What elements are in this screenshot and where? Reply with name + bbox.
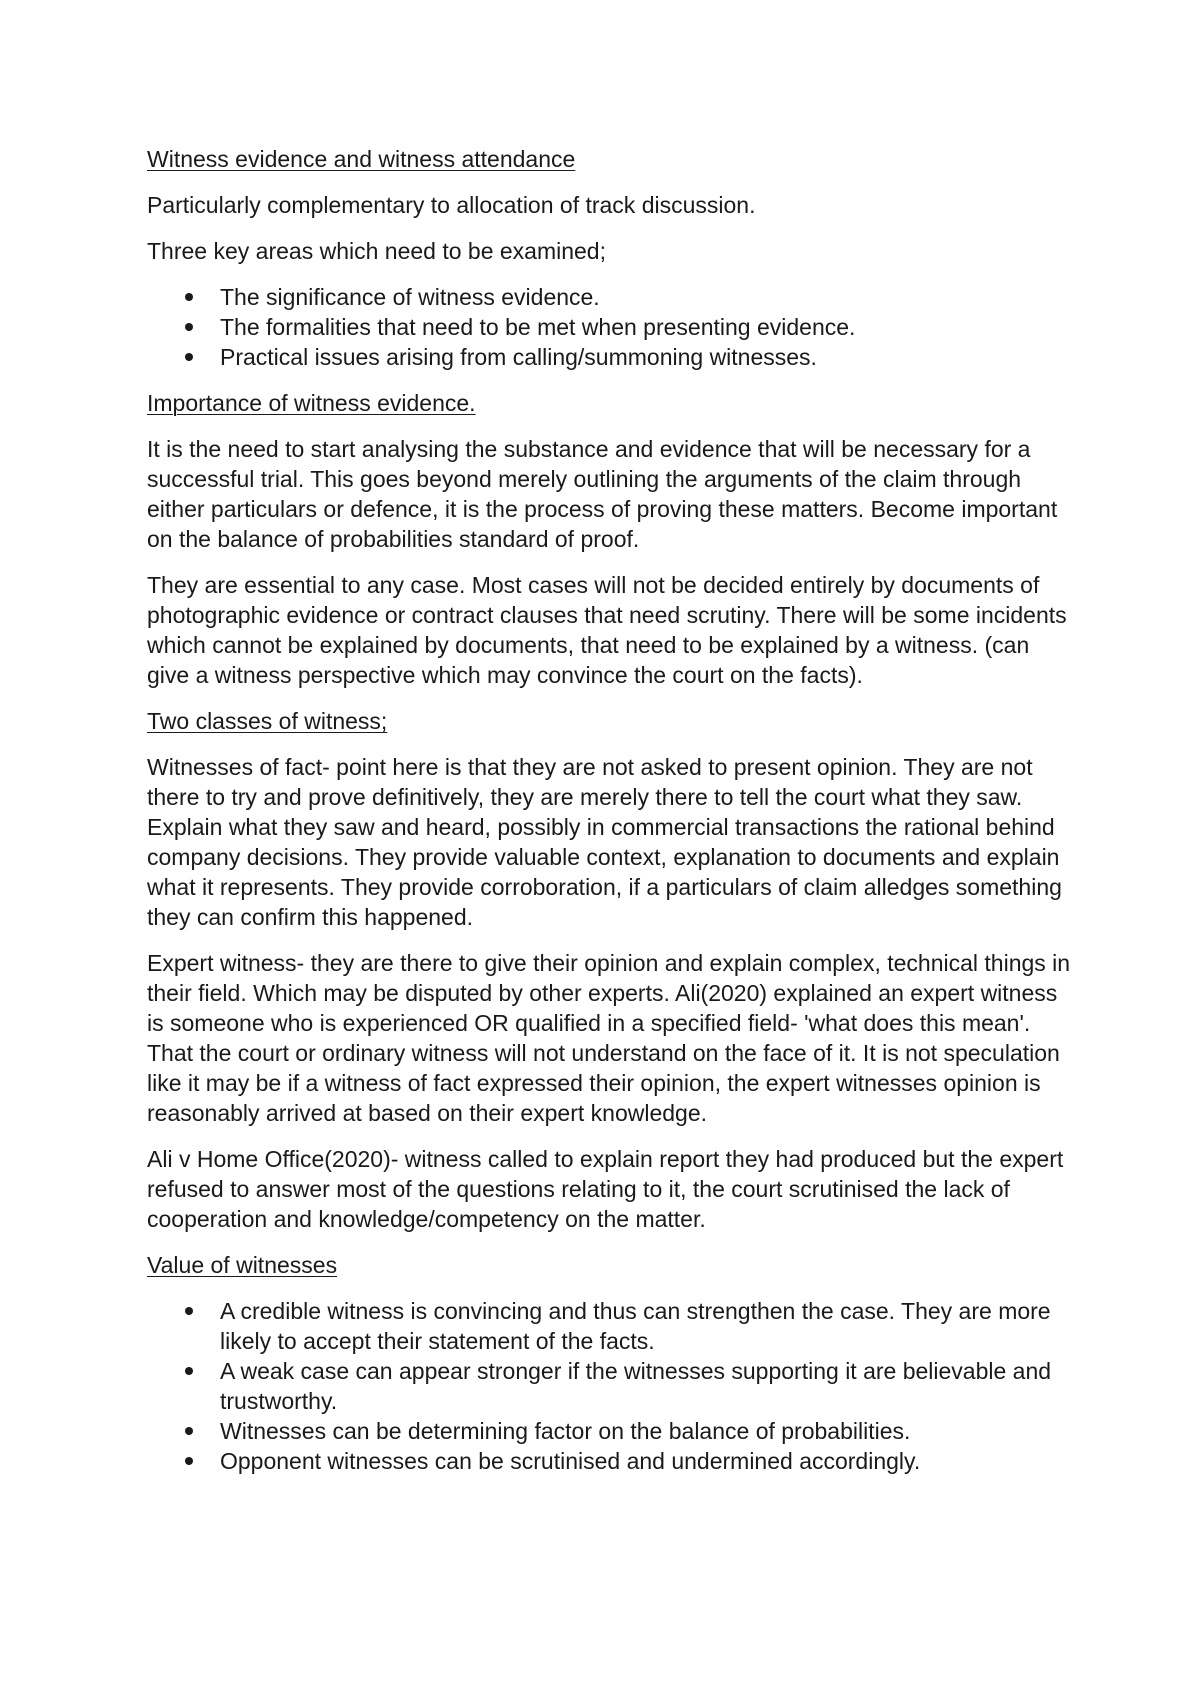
- list-item: The significance of witness evidence.: [147, 282, 1077, 312]
- section-heading-value: Value of witnesses: [147, 1252, 338, 1278]
- paragraph: Expert witness- they are there to give their opinion and explain complex, technical things in their field. Which may be disputed by other experts. Ali(2020) explained an expert witness is someone who is experienced OR qualified in a specified field- 'what does this mean'. That the court or ordinary witness will not understand on the face of it. It is not speculation like it may be if a witness of fact expressed their opinion, the expert witnesses opinion is reasonably arrived at based on their expert knowledge.: [147, 950, 1071, 1126]
- document-body: [147, 144, 1077, 1492]
- section-heading-witness-evidence: Witness evidence and witness attendance: [147, 146, 576, 172]
- section-heading-two-classes: Two classes of witness;: [147, 708, 388, 734]
- list-item: A weak case can appear stronger if the witnesses supporting it are believable and trustworthy.: [147, 1356, 1077, 1416]
- paragraph: Three key areas which need to be examined;: [147, 238, 606, 264]
- bullet-list-value: [147, 1296, 1077, 1476]
- section-heading-importance: Importance of witness evidence.: [147, 390, 476, 416]
- list-item: Witnesses can be determining factor on the balance of probabilities.: [147, 1416, 1077, 1446]
- list-item: A credible witness is convincing and thus can strengthen the case. They are more likely to accept their statement of the facts.: [147, 1296, 1077, 1356]
- list-item: The formalities that need to be met when presenting evidence.: [147, 312, 1077, 342]
- bullet-list-key-areas: [147, 282, 1077, 372]
- paragraph: It is the need to start analysing the substance and evidence that will be necessary for a successful trial. This goes beyond merely outlining the arguments of the claim through either particulars or defence, it is the process of proving these matters. Become important on the balance of probabilities standard of proof.: [147, 436, 1058, 552]
- paragraph: They are essential to any case. Most cases will not be decided entirely by documents of photographic evidence or contract clauses that need scrutiny. There will be some incidents which cannot be explained by documents, that need to be explained by a witness. (can give a witness perspective which may convince the court on the facts).: [147, 572, 1067, 688]
- paragraph: Ali v Home Office(2020)- witness called to explain report they had produced but the expert refused to answer most of the questions relating to it, the court scrutinised the lack of cooperation and knowledge/competency on the matter.: [147, 1146, 1064, 1232]
- paragraph: Witnesses of fact- point here is that they are not asked to present opinion. They are not there to try and prove definitively, they are merely there to tell the court what they saw. Explain what they saw and heard, possibly in commercial transactions the rational behind company decisions. They provide valuable context, explanation to documents and explain what it represents. They provide corroboration, if a particulars of claim alledges something they can confirm this happened.: [147, 754, 1062, 930]
- list-item: Practical issues arising from calling/summoning witnesses.: [147, 342, 1077, 372]
- list-item: Opponent witnesses can be scrutinised and undermined accordingly.: [147, 1446, 1077, 1476]
- paragraph: Particularly complementary to allocation of track discussion.: [147, 192, 756, 218]
